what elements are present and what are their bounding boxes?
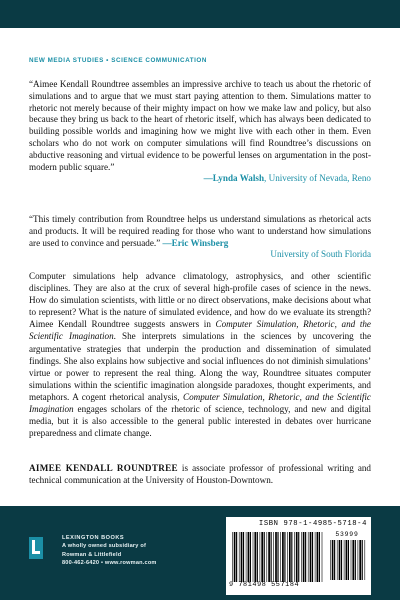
endorsement-winsberg (29, 214, 371, 261)
description-paragraph (29, 270, 371, 439)
barcode-bar (236, 532, 237, 582)
barcode-bar (275, 532, 277, 582)
barcode-bar (268, 532, 270, 582)
endorser-name: —Lynda Walsh (203, 173, 265, 184)
publisher-line-2: Rowman & Littlefield (62, 551, 122, 558)
book-title-1: Computer Simulation, Rhetoric, and the Scientific Imagination (29, 319, 371, 342)
ean-barcode (232, 532, 324, 582)
endorsement-walsh (29, 79, 371, 185)
barcode-bar (253, 532, 254, 582)
barcode-bar (284, 532, 285, 582)
barcode-bar (319, 532, 320, 582)
barcode-bar (303, 532, 305, 582)
barcode-bar (308, 532, 309, 582)
barcode-bar (260, 532, 261, 582)
endorsement-text (29, 214, 371, 249)
barcode-bar (334, 540, 335, 580)
bio-paragraph (29, 462, 371, 486)
barcode-bar (241, 532, 243, 582)
barcode-bar (346, 540, 348, 580)
barcode-bar (287, 532, 288, 582)
barcode-bar (243, 532, 244, 582)
barcode-bar (246, 532, 247, 582)
price-barcode (330, 540, 366, 580)
barcode-bar (250, 532, 251, 582)
barcode-bar (271, 532, 272, 582)
endorser-institution: University of South Florida (270, 249, 371, 260)
barcode-bar (359, 540, 361, 580)
barcode-bar (257, 532, 258, 582)
isbn-label: ISBN 978-1-4985-5718-4 (258, 520, 367, 528)
barcode-bar (310, 532, 312, 582)
barcode-bar (351, 540, 352, 580)
description-part-1: Computer simulations help advance climatology, astrophysics, and other scientific disciplines. They are also at the crux of several high-profile cases of science in the news. How do simulation scientists, with little or no direct observations, make decisions about what to represent? What is the nature of simulated evidence, and how do we evaluate its strength? Aimee Kendall Roundtree suggests answers in (29, 271, 371, 330)
barcode-bar (234, 532, 236, 582)
description-part-3: engages scholars of the rhetoric of science, technology, and new and digital media, but it is also accessible to the general public interested in debates over hurricane preparedness and climate change. (29, 404, 371, 439)
endorsement-text: “Aimee Kendall Roundtree assembles an impressive archive to teach us about the rhetoric of simulations and to argue that we must start paying attention to them. Simulations matter to rhetoric not merely because of their mighty impact on how we make law and policy, but also because they bring us back to the heart of rhetoric itself, which has always been dedicated to building possible worlds and imagining how we might live with each other in them. Even scholars who do not work on computer simulations will find Roundtree’s discussions on abductive reasoning and virtual evidence to be powerful lenses on argumentation in the post-modern public square.” (29, 79, 371, 172)
endorsement-body: “This timely contribution from Roundtree helps us understand simulations as rhetorical acts and products. It will be required reading for those who want to understand how simulations are used to convince and persuade.” (29, 214, 371, 248)
barcode-bar (337, 540, 338, 580)
barcode-bar (298, 532, 299, 582)
barcode-bar (248, 532, 250, 582)
barcode-bar (277, 532, 278, 582)
lexington-logo-icon (29, 537, 43, 559)
endorser-institution: , University of Nevada, Reno (264, 173, 371, 184)
barcode-bar (332, 540, 334, 580)
price-code-label: 53999 (335, 531, 359, 538)
book-description (29, 270, 371, 439)
bio-text: is associate professor of professional writing and technical communication at the University of Houston-Downtown. (29, 463, 371, 486)
barcode-bar (282, 532, 284, 582)
barcode-bar (362, 540, 363, 580)
barcode-bar (344, 540, 345, 580)
book-title-2: Computer Simulation, Rhetoric, and the Scientific Imagination (29, 391, 371, 415)
barcode-bar (239, 532, 240, 582)
publisher-line-1: A wholly owned subsidiary of (62, 543, 147, 550)
barcode-bar (267, 532, 268, 582)
publisher-info (62, 534, 202, 567)
subject-header: NEW MEDIA STUDIES • SCIENCE COMMUNICATION (29, 57, 207, 64)
top-band (0, 0, 400, 28)
barcode-bar (339, 540, 341, 580)
barcode-bar (301, 532, 302, 582)
barcode-bar (264, 532, 265, 582)
endorser-name: —Eric Winsberg (162, 237, 229, 248)
barcode-bar (305, 532, 306, 582)
publisher-name: LEXINGTON BOOKS (62, 535, 125, 541)
barcode-bar (280, 532, 281, 582)
barcode-bar (261, 532, 263, 582)
barcode-bar (341, 540, 342, 580)
ean-digits-label: 9 781498 557184 (229, 581, 300, 589)
barcode-bar (348, 540, 349, 580)
barcode-bar (296, 532, 298, 582)
barcode-panel (226, 517, 371, 595)
endorsement-attribution (29, 173, 371, 185)
barcode-bar (365, 540, 366, 580)
barcode-bar (352, 540, 354, 580)
description-part-2: . She interprets simulations in the sciences by uncovering the argumentative strategies that underpin the production and dissemination of simulated findings. She also explains how subjective and social influences do not diminish simulations’ virtue or power to represent the real thing. Along the way, Roundtree situates computer simulations within the scientific imagination alongside paradoxes, thought experiments, and metaphors. A cogent rhetorical analysis, (29, 331, 371, 402)
barcode-bar (273, 532, 274, 582)
barcode-bar (315, 532, 316, 582)
barcode-bar (317, 532, 319, 582)
barcode-bar (291, 532, 292, 582)
barcode-bar (330, 540, 331, 580)
author-name: AIMEE KENDALL ROUNDTREE (29, 463, 178, 473)
publisher-contact: 800-462-6420 • www.rowman.com (62, 559, 157, 566)
barcode-bar (312, 532, 313, 582)
barcode-bar (355, 540, 356, 580)
barcode-bar (254, 532, 256, 582)
barcode-bar (294, 532, 295, 582)
barcode-bar (358, 540, 359, 580)
author-bio (29, 462, 371, 486)
barcode-bar (289, 532, 291, 582)
barcode-bar (322, 532, 323, 582)
barcode-bar (232, 532, 233, 582)
